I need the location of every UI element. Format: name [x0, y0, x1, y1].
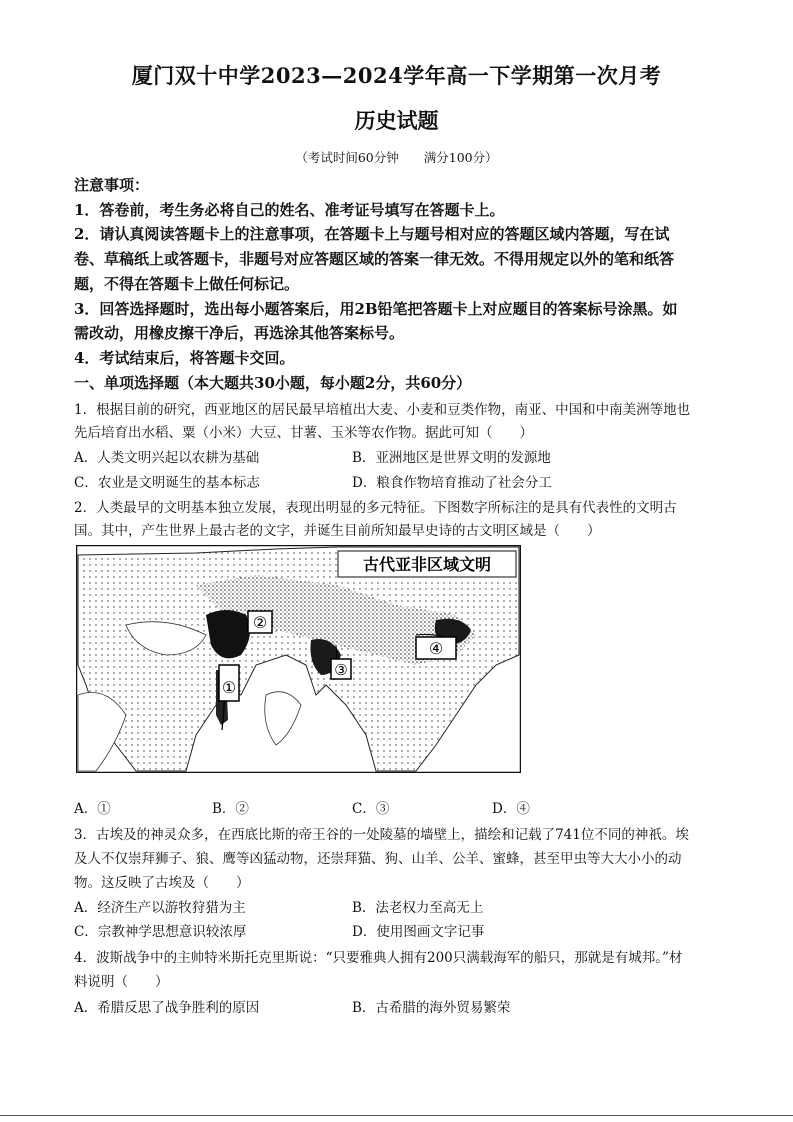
q1-stem-2: 先后培育出水稻、粟（小米）大豆、甘薯、玉米等农作物。据此可知（ ）: [74, 425, 533, 441]
q4-option-a: A．希腊反思了战争胜利的原因: [74, 1000, 260, 1016]
q1-option-c: C．农业是文明诞生的基本标志: [74, 475, 260, 491]
marker-2: ②: [252, 613, 268, 632]
marker-4: ④: [428, 639, 444, 658]
page-bottom-rule: [0, 1115, 793, 1116]
q2-option-c: C．③: [352, 801, 390, 817]
q2-option-a: A．①: [74, 801, 111, 817]
exam-subtitle: 历史试题: [354, 108, 439, 133]
q1-stem-1: 1．根据目前的研究，西亚地区的居民最早培植出大麦、小麦和豆类作物，南亚、中国和中南美洲等地也: [74, 402, 691, 418]
note-line-3: 卷、草稿纸上或答题卡，非题号对应答题区域的答案一律无效。不得用规定以外的笔和纸答: [74, 250, 675, 268]
exam-title: 厦门双十中学2023—2024学年高一下学期第一次月考: [131, 63, 662, 88]
q2-option-b: B．②: [212, 801, 249, 817]
q1-option-b: B．亚洲地区是世界文明的发源地: [352, 450, 551, 466]
q3-stem-3: 物。这反映了古埃及（ ）: [74, 875, 250, 891]
q3-option-b: B．法老权力至高无上: [352, 900, 484, 916]
q3-option-c: C．宗教神学思想意识较浓厚: [74, 924, 247, 940]
note-line-4: 题，不得在答题卡上做任何标记。: [74, 275, 300, 293]
notes-heading: 注意事项：: [74, 176, 150, 194]
note-line-5: 3．回答选择题时，选出每小题答案后，用2B铅笔把答题卡上对应题目的答案标号涂黑。如: [74, 300, 678, 318]
note-line-6: 需改动，用橡皮擦干净后，再选涂其他答案标号。: [74, 324, 405, 342]
q2-stem-2: 国。其中，产生世界上最古老的文字，并诞生目前所知最早史诗的古文明区域是（ ）: [74, 523, 601, 539]
ancient-afro-asian-civilization-map: [76, 545, 521, 773]
q3-option-d: D．使用图画文字记事: [352, 924, 485, 940]
section-heading: 一、单项选择题（本大题共30小题，每小题2分，共60分）: [74, 374, 472, 392]
q2-stem-1: 2．人类最早的文明基本独立发展，表现出明显的多元特征。下图数字所标注的是具有代表性的文明古: [74, 500, 677, 516]
exam-info: （考试时间60分钟 满分100分）: [295, 150, 498, 165]
marker-3: ③: [334, 661, 348, 679]
q1-option-a: A．人类文明兴起以农耕为基础: [74, 450, 260, 466]
q4-option-b: B．古希腊的海外贸易繁荣: [352, 1000, 511, 1016]
note-line-2: 2．请认真阅读答题卡上的注意事项，在答题卡上与题号相对应的答题区域内答题，写在试: [74, 225, 670, 243]
q3-stem-2: 及人不仅崇拜狮子、狼、鹰等凶猛动物，还崇拜猫、狗、山羊、公羊、蜜蜂，甚至甲虫等大大小小的动: [74, 851, 682, 867]
marker-1: ①: [221, 678, 237, 697]
q3-option-a: A．经济生产以游牧狩猎为主: [74, 900, 246, 916]
note-line-7: 4．考试结束后，将答题卡交回。: [74, 349, 295, 367]
note-line-1: 1．答卷前，考生务必将自己的姓名、准考证号填写在答题卡上。: [74, 201, 505, 219]
q3-stem-1: 3．古埃及的神灵众多，在西底比斯的帝王谷的一处陵墓的墙壁上，描绘和记载了741位不同的神祇。埃: [74, 827, 689, 843]
q2-option-d: D．④: [492, 801, 530, 817]
q4-stem-1: 4．波斯战争中的主帅特米斯托克里斯说：“只要雅典人拥有200只满载海军的船只，那就是有城邦。”材: [74, 950, 683, 966]
map-title: 古代亚非区域文明: [362, 555, 492, 574]
q4-stem-2: 料说明（ ）: [74, 974, 169, 990]
q1-option-d: D．粮食作物培育推动了社会分工: [352, 475, 552, 491]
